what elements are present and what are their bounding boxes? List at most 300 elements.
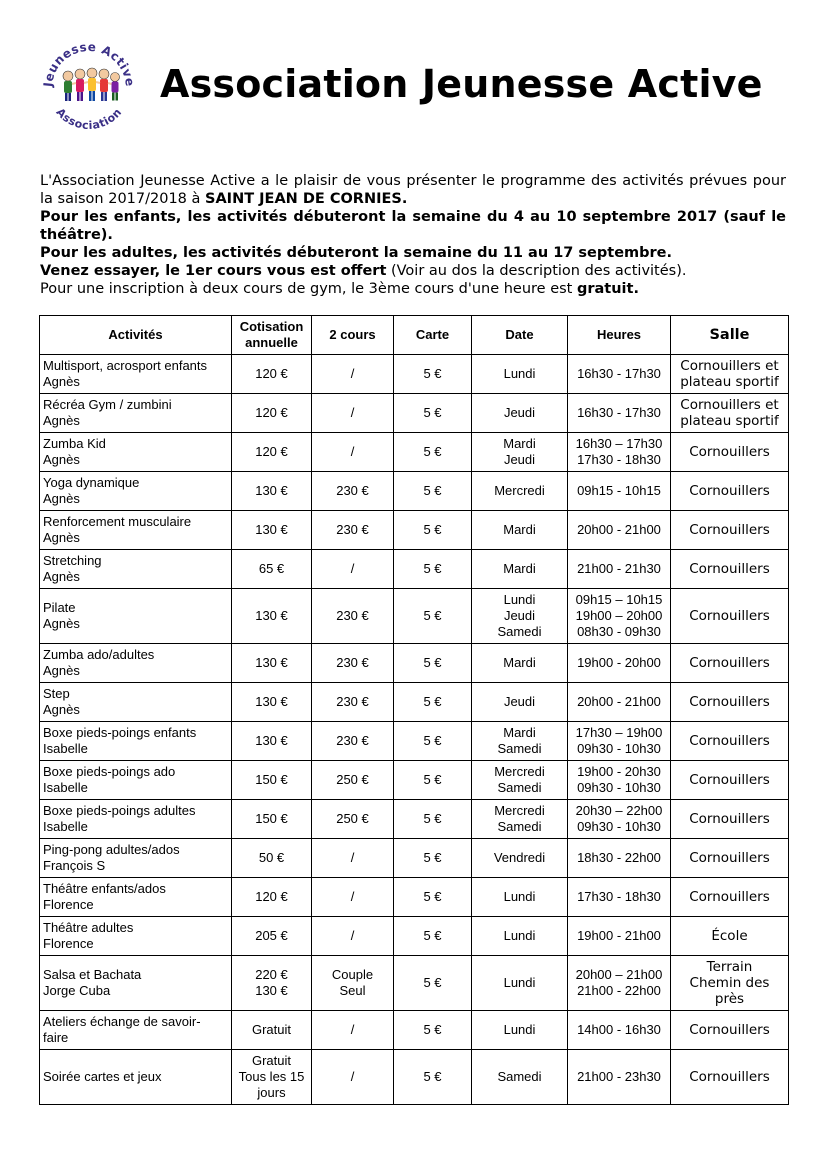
cell-salle xyxy=(671,878,789,917)
cell-heures xyxy=(568,472,671,511)
cell-activite-line: faire xyxy=(43,1030,69,1045)
cell-salle xyxy=(671,472,789,511)
cell-date xyxy=(472,355,568,394)
cell-cotisation-line: Tous les 15 xyxy=(238,1069,305,1084)
cell-date xyxy=(472,761,568,800)
cell-2-cours xyxy=(312,1050,394,1105)
intro-text xyxy=(40,172,786,298)
cell-heures-line: 20h30 – 22h00 xyxy=(575,803,663,818)
cell-heures-line: 09h15 – 10h15 xyxy=(575,592,663,607)
cell-carte: 5 € xyxy=(394,722,472,761)
cell-date-line: Samedi xyxy=(497,780,542,795)
table-row xyxy=(40,472,789,511)
cell-cotisation-line: 120 € xyxy=(255,366,288,381)
cell-date-line: Lundi xyxy=(503,975,536,990)
cell-salle-line: Cornouillers xyxy=(689,655,770,671)
table-row xyxy=(40,589,789,644)
cell-carte: 5 € xyxy=(394,956,472,1011)
cell-activite-line: Step xyxy=(43,686,70,701)
cell-activite-line: Boxe pieds-poings ado xyxy=(43,764,176,779)
cell-heures-line: 09h30 - 10h30 xyxy=(577,819,661,834)
cell-salle-line: Cornouillers xyxy=(689,522,770,538)
cell-activite-line: Stretching xyxy=(43,553,102,568)
cell-carte: 5 € xyxy=(394,511,472,550)
page-title: Association Jeunesse Active xyxy=(160,62,763,106)
cell-salle-line: Cornouillers xyxy=(689,811,770,827)
cell-2-cours xyxy=(312,511,394,550)
table-row xyxy=(40,550,789,589)
cell-cotisation xyxy=(232,722,312,761)
cell-activite-line: Ping-pong adultes/ados xyxy=(43,842,180,857)
header-cotisation-line1: Cotisation xyxy=(239,319,304,334)
cell-activite xyxy=(40,683,232,722)
table-row xyxy=(40,878,789,917)
cell-salle-line: Cornouillers xyxy=(689,889,770,905)
cell-salle xyxy=(671,1011,789,1050)
cell-date-line: Mardi xyxy=(503,436,536,451)
cell-salle-line: Cornouillers et xyxy=(680,397,779,413)
header-date: Date xyxy=(472,316,568,355)
cell-carte: 5 € xyxy=(394,1050,472,1105)
cell-activite xyxy=(40,511,232,550)
cell-2-cours-line: 230 € xyxy=(336,733,369,748)
cell-heures-line: 21h00 - 22h00 xyxy=(577,983,661,998)
cell-date xyxy=(472,589,568,644)
cell-activite-line: Zumba Kid xyxy=(43,436,106,451)
cell-2-cours xyxy=(312,956,394,1011)
cell-date-line: Mercredi xyxy=(494,764,545,779)
cell-salle-line: Cornouillers xyxy=(689,733,770,749)
cell-activite-line: Soirée cartes et jeux xyxy=(43,1069,162,1084)
cell-salle xyxy=(671,550,789,589)
cell-salle-line: Cornouillers et xyxy=(680,358,779,374)
cell-salle xyxy=(671,761,789,800)
cell-activite-line: François S xyxy=(43,858,106,873)
cell-salle xyxy=(671,433,789,472)
cell-activite-line: Zumba ado/adultes xyxy=(43,647,155,662)
cell-heures-line: 17h30 - 18h30 xyxy=(577,889,661,904)
association-logo xyxy=(40,36,138,134)
table-row xyxy=(40,394,789,433)
cell-activite-line: Théâtre enfants/ados xyxy=(43,881,166,896)
cell-carte: 5 € xyxy=(394,644,472,683)
header-cotisation-line2: annuelle xyxy=(245,335,298,350)
cell-heures xyxy=(568,550,671,589)
cell-date-line: Jeudi xyxy=(503,608,536,623)
cell-2-cours xyxy=(312,1011,394,1050)
cell-2-cours-line: / xyxy=(350,444,355,459)
logo-text-top: Jeunesse Active xyxy=(40,39,138,88)
cell-cotisation-line: 130 € xyxy=(255,983,288,998)
cell-salle-line: Chemin des xyxy=(689,975,770,991)
cell-date xyxy=(472,433,568,472)
activities-table xyxy=(39,315,789,1105)
cell-activite-line: Boxe pieds-poings adultes xyxy=(43,803,196,818)
cell-carte: 5 € xyxy=(394,683,472,722)
cell-activite xyxy=(40,761,232,800)
cell-carte: 5 € xyxy=(394,761,472,800)
cell-salle-line: Cornouillers xyxy=(689,850,770,866)
intro-p5-free: gratuit. xyxy=(576,281,639,297)
cell-cotisation-line: 150 € xyxy=(255,811,288,826)
table-row xyxy=(40,956,789,1011)
intro-paragraph-3: Pour les adultes, les activités débuteront la semaine du 11 au 17 septembre. xyxy=(40,245,673,261)
cell-activite-line: Agnès xyxy=(43,616,80,631)
cell-activite xyxy=(40,956,232,1011)
cell-heures xyxy=(568,761,671,800)
cell-heures-line: 20h00 – 21h00 xyxy=(575,967,663,982)
cell-2-cours xyxy=(312,683,394,722)
cell-heures-line: 16h30 - 17h30 xyxy=(577,366,661,381)
cell-carte: 5 € xyxy=(394,550,472,589)
cell-carte: 5 € xyxy=(394,433,472,472)
header-carte: Carte xyxy=(394,316,472,355)
cell-activite xyxy=(40,644,232,683)
intro-paragraph-4 xyxy=(40,262,786,280)
cell-date xyxy=(472,472,568,511)
cell-cotisation xyxy=(232,355,312,394)
cell-date xyxy=(472,644,568,683)
header-2-cours: 2 cours xyxy=(312,316,394,355)
cell-cotisation-line: 150 € xyxy=(255,772,288,787)
cell-cotisation xyxy=(232,839,312,878)
cell-2-cours-line: / xyxy=(350,561,355,576)
cell-cotisation-line: 130 € xyxy=(255,733,288,748)
cell-date-line: Mardi xyxy=(503,561,536,576)
cell-activite xyxy=(40,472,232,511)
cell-2-cours xyxy=(312,761,394,800)
cell-heures-line: 19h00 - 20h30 xyxy=(577,764,661,779)
cell-heures-line: 19h00 - 21h00 xyxy=(577,928,661,943)
cell-2-cours xyxy=(312,550,394,589)
cell-2-cours-line: 230 € xyxy=(336,522,369,537)
cell-salle xyxy=(671,683,789,722)
cell-2-cours xyxy=(312,433,394,472)
cell-heures xyxy=(568,1050,671,1105)
cell-2-cours xyxy=(312,472,394,511)
cell-activite xyxy=(40,917,232,956)
cell-activite-line: Boxe pieds-poings enfants xyxy=(43,725,197,740)
cell-date-line: Mercredi xyxy=(494,483,545,498)
cell-salle xyxy=(671,589,789,644)
cell-activite xyxy=(40,722,232,761)
cell-cotisation-line: 130 € xyxy=(255,522,288,537)
cell-2-cours xyxy=(312,644,394,683)
cell-cotisation-line: 205 € xyxy=(255,928,288,943)
cell-cotisation xyxy=(232,917,312,956)
cell-date-line: Samedi xyxy=(497,819,542,834)
cell-cotisation-line: Gratuit xyxy=(251,1022,291,1037)
cell-activite xyxy=(40,589,232,644)
cell-date-line: Jeudi xyxy=(503,452,536,467)
cell-date xyxy=(472,1050,568,1105)
cell-salle xyxy=(671,722,789,761)
intro-p4-text: (Voir au dos la description des activités). xyxy=(386,263,687,279)
cell-date xyxy=(472,550,568,589)
cell-activite-line: Ateliers échange de savoir- xyxy=(43,1014,201,1029)
cell-activite-line: Isabelle xyxy=(43,819,88,834)
cell-salle xyxy=(671,1050,789,1105)
cell-2-cours xyxy=(312,917,394,956)
cell-2-cours xyxy=(312,355,394,394)
cell-activite xyxy=(40,433,232,472)
cell-date xyxy=(472,1011,568,1050)
cell-heures xyxy=(568,511,671,550)
cell-2-cours xyxy=(312,800,394,839)
cell-cotisation xyxy=(232,589,312,644)
table-row xyxy=(40,839,789,878)
cell-heures xyxy=(568,839,671,878)
cell-cotisation xyxy=(232,511,312,550)
cell-activite-line: Agnès xyxy=(43,569,80,584)
cell-date-line: Jeudi xyxy=(503,405,536,420)
header-activites: Activités xyxy=(40,316,232,355)
table-row xyxy=(40,1011,789,1050)
cell-activite-line: Théâtre adultes xyxy=(43,920,134,935)
cell-date-line: Mardi xyxy=(503,725,536,740)
cell-activite xyxy=(40,800,232,839)
cell-salle-line: Cornouillers xyxy=(689,608,770,624)
cell-cotisation-line: 65 € xyxy=(258,561,285,576)
cell-activite-line: Agnès xyxy=(43,530,80,545)
cell-date-line: Samedi xyxy=(497,624,542,639)
cell-date-line: Vendredi xyxy=(493,850,546,865)
cell-heures-line: 17h30 – 19h00 xyxy=(575,725,663,740)
cell-cotisation-line: 130 € xyxy=(255,655,288,670)
cell-cotisation-line: 130 € xyxy=(255,608,288,623)
table-body xyxy=(40,355,789,1105)
cell-2-cours-line: Seul xyxy=(339,983,366,998)
cell-activite xyxy=(40,1050,232,1105)
cell-date-line: Lundi xyxy=(503,928,536,943)
cell-activite-line: Jorge Cuba xyxy=(43,983,111,998)
table-row xyxy=(40,644,789,683)
cell-cotisation xyxy=(232,878,312,917)
cell-salle-line: Cornouillers xyxy=(689,561,770,577)
cell-date-line: Lundi xyxy=(503,366,536,381)
cell-carte: 5 € xyxy=(394,589,472,644)
cell-2-cours xyxy=(312,839,394,878)
cell-date-line: Samedi xyxy=(497,1069,542,1084)
cell-date xyxy=(472,839,568,878)
cell-date-line: Lundi xyxy=(503,1022,536,1037)
cell-cotisation-line: Gratuit xyxy=(251,1053,291,1068)
cell-salle xyxy=(671,800,789,839)
cell-cotisation xyxy=(232,800,312,839)
table-header-row xyxy=(40,316,789,355)
cell-heures-line: 20h00 - 21h00 xyxy=(577,522,661,537)
cell-carte: 5 € xyxy=(394,917,472,956)
cell-heures xyxy=(568,644,671,683)
cell-carte: 5 € xyxy=(394,1011,472,1050)
cell-salle xyxy=(671,394,789,433)
cell-heures xyxy=(568,956,671,1011)
cell-salle-line: Cornouillers xyxy=(689,1069,770,1085)
cell-activite-line: Florence xyxy=(43,897,94,912)
cell-heures-line: 16h30 - 17h30 xyxy=(577,405,661,420)
cell-activite-line: Isabelle xyxy=(43,780,88,795)
cell-activite-line: Agnès xyxy=(43,702,80,717)
cell-date xyxy=(472,800,568,839)
cell-heures-line: 14h00 - 16h30 xyxy=(577,1022,661,1037)
cell-salle-line: plateau sportif xyxy=(680,374,779,390)
cell-date-line: Mardi xyxy=(503,522,536,537)
cell-cotisation-line: jours xyxy=(257,1085,286,1100)
cell-activite-line: Récréa Gym / zumbini xyxy=(43,397,172,412)
cell-date xyxy=(472,917,568,956)
cell-2-cours-line: Couple xyxy=(331,967,374,982)
cell-heures xyxy=(568,589,671,644)
cell-2-cours xyxy=(312,589,394,644)
intro-paragraph-5 xyxy=(40,280,786,298)
cell-salle-line: Cornouillers xyxy=(689,1022,770,1038)
cell-cotisation-line: 120 € xyxy=(255,889,288,904)
cell-heures-line: 21h00 - 21h30 xyxy=(577,561,661,576)
intro-p1-text: L'Association Jeunesse Active a le plaisir de vous présenter le programme des activités prévues pour la saison 2017/2018 à xyxy=(40,173,786,207)
cell-2-cours-line: 250 € xyxy=(336,811,369,826)
cell-cotisation-line: 120 € xyxy=(255,444,288,459)
cell-cotisation xyxy=(232,433,312,472)
cell-2-cours-line: 230 € xyxy=(336,483,369,498)
cell-cotisation xyxy=(232,472,312,511)
table-row xyxy=(40,433,789,472)
table-row xyxy=(40,917,789,956)
cell-2-cours-line: / xyxy=(350,889,355,904)
cell-heures-line: 21h00 - 23h30 xyxy=(577,1069,661,1084)
cell-salle xyxy=(671,644,789,683)
cell-activite xyxy=(40,878,232,917)
logo-graphic xyxy=(40,36,138,134)
cell-date-line: Jeudi xyxy=(503,694,536,709)
cell-activite-line: Agnès xyxy=(43,374,80,389)
cell-cotisation xyxy=(232,956,312,1011)
cell-salle xyxy=(671,355,789,394)
cell-salle xyxy=(671,839,789,878)
cell-heures xyxy=(568,683,671,722)
header-heures: Heures xyxy=(568,316,671,355)
cell-activite-line: Agnès xyxy=(43,452,80,467)
cell-cotisation xyxy=(232,644,312,683)
cell-date-line: Lundi xyxy=(503,592,536,607)
cell-activite-line: Salsa et Bachata xyxy=(43,967,142,982)
cell-activite xyxy=(40,550,232,589)
cell-date xyxy=(472,878,568,917)
cell-cotisation xyxy=(232,683,312,722)
cell-salle-line: Cornouillers xyxy=(689,772,770,788)
cell-heures-line: 08h30 - 09h30 xyxy=(577,624,661,639)
cell-2-cours-line: 230 € xyxy=(336,694,369,709)
table-row xyxy=(40,800,789,839)
cell-activite xyxy=(40,355,232,394)
table-row xyxy=(40,1050,789,1105)
table-row xyxy=(40,511,789,550)
cell-2-cours-line: / xyxy=(350,850,355,865)
cell-activite-line: Agnès xyxy=(43,413,80,428)
intro-p5-text: Pour une inscription à deux cours de gym, le 3ème cours d'une heure est xyxy=(40,281,577,297)
intro-p4-offer: Venez essayer, le 1er cours vous est offert xyxy=(40,263,387,279)
cell-heures xyxy=(568,800,671,839)
cell-carte: 5 € xyxy=(394,839,472,878)
cell-heures-line: 09h15 - 10h15 xyxy=(577,483,661,498)
cell-cotisation-line: 220 € xyxy=(255,967,288,982)
intro-p1-location: SAINT JEAN DE CORNIES. xyxy=(205,191,408,207)
cell-2-cours xyxy=(312,722,394,761)
cell-2-cours-line: / xyxy=(350,366,355,381)
cell-cotisation-line: 130 € xyxy=(255,694,288,709)
cell-2-cours-line: 230 € xyxy=(336,655,369,670)
cell-2-cours-line: 250 € xyxy=(336,772,369,787)
cell-date-line: Mercredi xyxy=(494,803,545,818)
cell-carte: 5 € xyxy=(394,800,472,839)
cell-heures-line: 18h30 - 22h00 xyxy=(577,850,661,865)
cell-cotisation xyxy=(232,394,312,433)
cell-salle xyxy=(671,956,789,1011)
cell-heures-line: 16h30 – 17h30 xyxy=(575,436,663,451)
cell-salle xyxy=(671,511,789,550)
cell-activite-line: Isabelle xyxy=(43,741,88,756)
logo-text-bottom: Association xyxy=(53,105,125,133)
cell-2-cours-line: / xyxy=(350,405,355,420)
cell-activite xyxy=(40,394,232,433)
cell-heures xyxy=(568,917,671,956)
cell-cotisation xyxy=(232,1011,312,1050)
cell-date xyxy=(472,394,568,433)
cell-salle-line: près xyxy=(714,991,745,1007)
cell-date xyxy=(472,683,568,722)
cell-salle-line: plateau sportif xyxy=(680,413,779,429)
table-row xyxy=(40,683,789,722)
cell-heures-line: 09h30 - 10h30 xyxy=(577,741,661,756)
cell-2-cours-line: / xyxy=(350,1022,355,1037)
cell-activite-line: Agnès xyxy=(43,491,80,506)
cell-2-cours xyxy=(312,394,394,433)
cell-2-cours-line: / xyxy=(350,1069,355,1084)
cell-carte: 5 € xyxy=(394,355,472,394)
cell-heures xyxy=(568,433,671,472)
cell-heures xyxy=(568,394,671,433)
cell-cotisation-line: 50 € xyxy=(258,850,285,865)
cell-heures xyxy=(568,722,671,761)
cell-cotisation-line: 130 € xyxy=(255,483,288,498)
cell-salle-line: École xyxy=(711,928,748,944)
table-row xyxy=(40,761,789,800)
cell-salle xyxy=(671,917,789,956)
cell-salle-line: Cornouillers xyxy=(689,483,770,499)
cell-activite-line: Agnès xyxy=(43,663,80,678)
cell-date xyxy=(472,956,568,1011)
table-row xyxy=(40,722,789,761)
cell-activite-line: Renforcement musculaire xyxy=(43,514,192,529)
intro-paragraph-2: Pour les enfants, les activités débuteront la semaine du 4 au 10 septembre 2017 (sauf le théâtre). xyxy=(40,209,786,243)
cell-cotisation xyxy=(232,1050,312,1105)
cell-heures xyxy=(568,1011,671,1050)
cell-2-cours-line: 230 € xyxy=(336,608,369,623)
cell-heures-line: 17h30 - 18h30 xyxy=(577,452,661,467)
cell-2-cours-line: / xyxy=(350,928,355,943)
cell-cotisation xyxy=(232,761,312,800)
cell-heures-line: 19h00 – 20h00 xyxy=(575,608,663,623)
cell-salle-line: Terrain xyxy=(706,959,753,975)
cell-activite-line: Yoga dynamique xyxy=(43,475,140,490)
cell-carte: 5 € xyxy=(394,472,472,511)
intro-paragraph-1 xyxy=(40,172,786,208)
cell-activite xyxy=(40,1011,232,1050)
table-row xyxy=(40,355,789,394)
cell-activite-line: Pilate xyxy=(43,600,76,615)
cell-cotisation xyxy=(232,550,312,589)
cell-heures xyxy=(568,878,671,917)
cell-activite-line: Florence xyxy=(43,936,94,951)
